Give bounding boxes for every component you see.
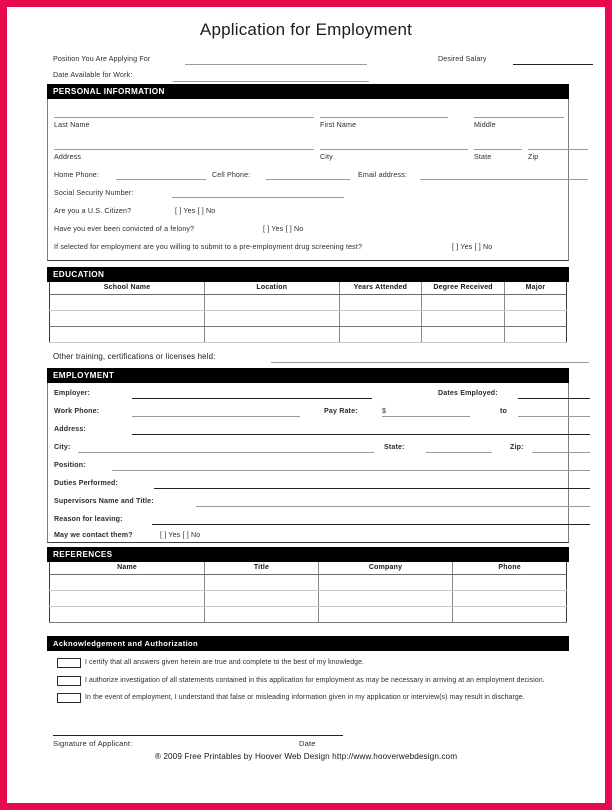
education-cell[interactable] xyxy=(50,295,205,311)
contact-question: May we contact them? xyxy=(54,531,133,539)
signature-input[interactable] xyxy=(53,735,343,736)
first-name-label: First Name xyxy=(320,121,357,129)
cell-phone-label: Cell Phone: xyxy=(212,171,251,179)
supervisor-input[interactable] xyxy=(196,506,590,507)
zip-label: Zip xyxy=(528,153,539,161)
dates-employed-to-input[interactable] xyxy=(518,416,590,417)
employment-city-label: City: xyxy=(54,443,71,451)
work-phone-input[interactable] xyxy=(132,416,300,417)
date-available-label: Date Available for Work: xyxy=(53,71,133,79)
references-cell[interactable] xyxy=(453,575,567,591)
work-phone-label: Work Phone: xyxy=(54,407,100,415)
address-label: Address xyxy=(54,153,82,161)
discharge-checkbox[interactable] xyxy=(57,693,81,703)
employment-state-label: State: xyxy=(384,443,405,451)
to-label: to xyxy=(500,407,507,415)
education-cell[interactable] xyxy=(339,295,422,311)
education-cell[interactable] xyxy=(205,295,339,311)
employment-position-input[interactable] xyxy=(112,470,590,471)
employer-label: Employer: xyxy=(54,389,91,397)
education-col-location: Location xyxy=(205,282,339,295)
references-cell[interactable] xyxy=(205,591,319,607)
reason-input[interactable] xyxy=(152,524,590,525)
state-label: State xyxy=(474,153,492,161)
employment-address-input[interactable] xyxy=(132,434,590,435)
table-row[interactable] xyxy=(50,607,567,623)
date-available-input[interactable] xyxy=(173,81,369,82)
references-col-phone: Phone xyxy=(453,562,567,575)
address-input[interactable] xyxy=(54,149,314,150)
first-name-input[interactable] xyxy=(320,117,448,118)
references-col-company: Company xyxy=(318,562,452,575)
education-cell[interactable] xyxy=(422,295,505,311)
last-name-input[interactable] xyxy=(54,117,314,118)
references-header-row xyxy=(50,562,567,575)
section-heading-employment: EMPLOYMENT xyxy=(47,368,569,383)
section-heading-references: REFERENCES xyxy=(47,547,569,562)
duties-label: Duties Performed: xyxy=(54,479,119,487)
acknowledge-statement-3 xyxy=(57,693,599,704)
education-cell[interactable] xyxy=(422,311,505,327)
authorize-text: I authorize investigation of all statements contained in this application for employment as may be necessary in arriving at an employment decision. xyxy=(85,676,545,684)
employment-panel xyxy=(47,383,569,543)
education-col-degree: Degree Received xyxy=(422,282,505,295)
education-cell[interactable] xyxy=(504,327,566,343)
table-row[interactable] xyxy=(50,591,567,607)
references-cell[interactable] xyxy=(318,575,452,591)
references-cell[interactable] xyxy=(50,607,205,623)
references-col-title: Title xyxy=(205,562,319,575)
references-cell[interactable] xyxy=(453,607,567,623)
employment-zip-input[interactable] xyxy=(532,452,590,453)
employment-city-input[interactable] xyxy=(78,452,374,453)
desired-salary-input[interactable] xyxy=(513,64,593,65)
education-col-major: Major xyxy=(504,282,566,295)
authorize-checkbox[interactable] xyxy=(57,676,81,686)
education-cell[interactable] xyxy=(50,311,205,327)
citizen-question: Are you a U.S. Citizen? xyxy=(54,207,132,215)
table-row[interactable] xyxy=(50,575,567,591)
other-training-label: Other training, certifications or licenses held: xyxy=(53,352,216,361)
position-label: Position You Are Applying For xyxy=(53,55,151,63)
section-heading-education: EDUCATION xyxy=(47,267,569,282)
pay-rate-currency: $ xyxy=(382,407,387,415)
citizen-options[interactable]: [ ] Yes [ ] No xyxy=(175,207,216,215)
email-input[interactable] xyxy=(420,179,588,180)
page-title: Application for Employment xyxy=(199,20,413,39)
signature-label: Signature of Applicant: xyxy=(53,738,133,748)
acknowledge-statement-1 xyxy=(57,658,599,669)
education-cell[interactable] xyxy=(50,327,205,343)
section-heading-personal: PERSONAL INFORMATION xyxy=(47,84,569,99)
references-cell[interactable] xyxy=(205,607,319,623)
discharge-text: In the event of employment, I understand that false or misleading information given in my application or interview(s) may result in discharge. xyxy=(85,694,525,701)
education-cell[interactable] xyxy=(205,327,339,343)
pay-rate-label: Pay Rate: xyxy=(324,407,358,415)
personal-panel xyxy=(47,99,569,261)
references-col-name: Name xyxy=(50,562,205,575)
education-cell[interactable] xyxy=(339,327,422,343)
email-label: Email address: xyxy=(358,171,408,179)
footer-copyright: ® 2009 Free Printables by Hoover Web Design http://www.hooverwebdesign.com xyxy=(154,751,458,761)
education-cell[interactable] xyxy=(504,295,566,311)
date-available-row xyxy=(13,68,599,84)
home-phone-label: Home Phone: xyxy=(54,171,100,179)
zip-input[interactable] xyxy=(528,149,588,150)
desired-salary-label: Desired Salary xyxy=(438,55,487,63)
home-phone-input[interactable] xyxy=(116,179,206,180)
other-training-input[interactable] xyxy=(271,362,589,363)
references-cell[interactable] xyxy=(318,607,452,623)
references-table xyxy=(49,562,567,623)
signature-row xyxy=(13,726,599,752)
pay-rate-input[interactable] xyxy=(382,416,470,417)
form-sheet xyxy=(7,7,605,803)
education-table xyxy=(49,282,567,343)
references-cell[interactable] xyxy=(50,575,205,591)
felony-options[interactable]: [ ] Yes [ ] No xyxy=(263,225,304,233)
certify-text: I certify that all answers given herein are true and complete to the best of my knowledge. xyxy=(85,659,365,666)
cell-phone-input[interactable] xyxy=(266,179,350,180)
dates-employed-label: Dates Employed: xyxy=(438,389,498,397)
employment-state-input[interactable] xyxy=(426,452,492,453)
ssn-label: Social Security Number: xyxy=(54,189,134,197)
table-row[interactable] xyxy=(50,295,567,311)
education-cell[interactable] xyxy=(504,311,566,327)
employment-zip-label: Zip: xyxy=(510,443,524,451)
employment-position-label: Position: xyxy=(54,461,86,469)
state-input[interactable] xyxy=(474,149,522,150)
references-cell[interactable] xyxy=(205,575,319,591)
last-name-label: Last Name xyxy=(54,121,90,129)
supervisor-label: Supervisors Name and Title: xyxy=(54,497,154,505)
references-cell[interactable] xyxy=(50,591,205,607)
education-cell[interactable] xyxy=(422,327,505,343)
employment-address-label: Address: xyxy=(54,425,86,433)
education-header-row xyxy=(50,282,567,295)
duties-input[interactable] xyxy=(154,488,590,489)
references-cell[interactable] xyxy=(453,591,567,607)
table-row[interactable] xyxy=(50,311,567,327)
city-input[interactable] xyxy=(320,149,468,150)
employer-input[interactable] xyxy=(132,398,372,399)
contact-options[interactable]: [ ] Yes [ ] No xyxy=(160,531,201,539)
middle-name-input[interactable] xyxy=(474,117,564,118)
references-cell[interactable] xyxy=(318,591,452,607)
position-input[interactable] xyxy=(185,64,367,65)
signature-date-label: Date xyxy=(299,738,316,748)
reason-label: Reason for leaving: xyxy=(54,515,123,523)
dates-employed-input[interactable] xyxy=(518,398,590,399)
section-heading-acknowledgement: Acknowledgement and Authorization xyxy=(47,636,569,651)
felony-question: Have you ever been convicted of a felony? xyxy=(54,225,195,233)
certify-checkbox[interactable] xyxy=(57,658,81,668)
other-training-row xyxy=(13,348,599,368)
middle-name-label: Middle xyxy=(474,121,496,129)
table-row[interactable] xyxy=(50,327,567,343)
education-cell[interactable] xyxy=(205,311,339,327)
position-row xyxy=(13,51,599,68)
education-col-school: School Name xyxy=(50,282,205,295)
acknowledge-statement-2 xyxy=(57,676,599,687)
drug-options[interactable]: [ ] Yes [ ] No xyxy=(452,243,493,251)
education-col-years: Years Attended xyxy=(339,282,422,295)
city-label: City xyxy=(320,153,333,161)
ssn-input[interactable] xyxy=(172,197,344,198)
drug-question: If selected for employment are you willing to submit to a pre-employment drug screening test? xyxy=(54,243,363,251)
education-cell[interactable] xyxy=(339,311,422,327)
